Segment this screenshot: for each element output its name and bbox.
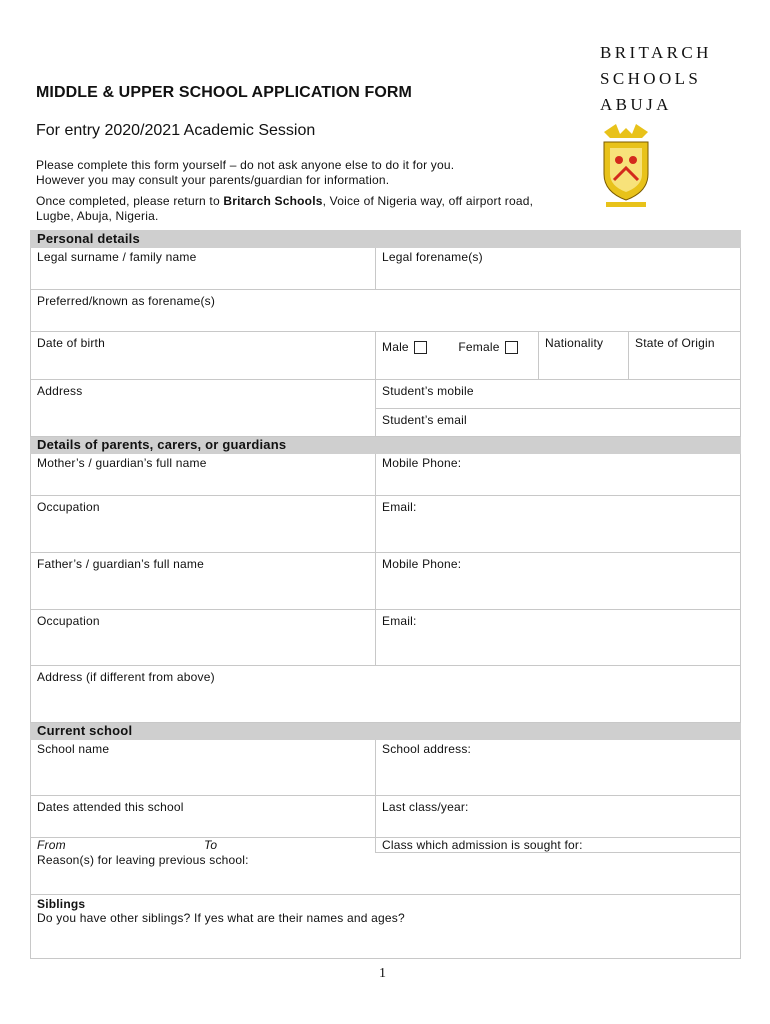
field-father-occupation[interactable] xyxy=(31,610,376,666)
field-student-email[interactable] xyxy=(376,409,741,437)
male-checkbox[interactable] xyxy=(414,341,427,354)
school-line-3: ABUJA xyxy=(600,95,672,114)
school-crest-icon xyxy=(600,122,652,210)
field-mother-name[interactable] xyxy=(31,454,376,496)
label-preferred-name: Preferred/known as forename(s) xyxy=(37,294,216,308)
field-parent-address[interactable] xyxy=(31,666,741,723)
label-mother-email: Email: xyxy=(382,500,417,514)
siblings-question: Do you have other siblings? If yes what are their names and ages? xyxy=(37,911,405,925)
school-line-1: BRITARCH xyxy=(600,43,712,62)
label-father-name: Father’s / guardian’s full name xyxy=(37,557,204,571)
label-dob: Date of birth xyxy=(37,336,105,350)
field-father-email[interactable] xyxy=(376,610,741,666)
label-student-mobile: Student’s mobile xyxy=(382,384,474,398)
application-form xyxy=(30,230,740,959)
field-student-mobile[interactable] xyxy=(376,380,741,409)
field-school-name[interactable] xyxy=(31,740,376,796)
field-father-mobile[interactable] xyxy=(376,553,741,610)
female-checkbox[interactable] xyxy=(505,341,518,354)
field-forenames[interactable] xyxy=(376,248,741,290)
label-mother-name: Mother’s / guardian’s full name xyxy=(37,456,207,470)
field-mother-occupation[interactable] xyxy=(31,496,376,553)
label-dates-attended: Dates attended this school xyxy=(37,800,184,814)
field-gender xyxy=(376,332,539,380)
label-leaving-reasons: Reason(s) for leaving previous school: xyxy=(37,853,249,867)
label-father-occupation: Occupation xyxy=(37,614,100,628)
label-male: Male xyxy=(382,340,409,354)
label-address: Address xyxy=(37,384,83,398)
section-current-school: Current school xyxy=(31,723,741,740)
school-line-2: SCHOOLS xyxy=(600,69,702,88)
label-to: To xyxy=(204,838,218,852)
return-school: Britarch Schools xyxy=(223,194,323,208)
field-dates-attended[interactable] xyxy=(31,796,376,838)
label-female: Female xyxy=(458,340,500,354)
return-suffix: , Voice of Nigeria way, off airport road, xyxy=(322,194,534,208)
field-father-name[interactable] xyxy=(31,553,376,610)
field-address[interactable] xyxy=(31,380,376,437)
label-admission-class: Class which admission is sought for: xyxy=(382,838,583,852)
school-wordmark xyxy=(600,40,712,118)
field-state-of-origin[interactable] xyxy=(629,332,741,380)
label-state-of-origin: State of Origin xyxy=(635,336,715,350)
return-instructions xyxy=(36,194,533,224)
field-nationality[interactable] xyxy=(539,332,629,380)
page-number: 1 xyxy=(379,966,386,981)
field-surname[interactable] xyxy=(31,248,376,290)
label-parent-address: Address (if different from above) xyxy=(37,670,215,684)
field-mother-mobile[interactable] xyxy=(376,454,741,496)
label-forenames: Legal forename(s) xyxy=(382,250,483,264)
return-line-2: Lugbe, Abuja, Nigeria. xyxy=(36,209,159,223)
label-school-name: School name xyxy=(37,742,110,756)
label-mother-mobile: Mobile Phone: xyxy=(382,456,462,470)
section-parents: Details of parents, carers, or guardians xyxy=(31,437,741,454)
label-surname: Legal surname / family name xyxy=(37,250,197,264)
field-leaving-reasons[interactable] xyxy=(31,853,741,895)
field-school-address[interactable] xyxy=(376,740,741,796)
field-last-class[interactable] xyxy=(376,796,741,838)
intro-text xyxy=(36,158,454,188)
field-from-to[interactable] xyxy=(31,838,376,853)
return-prefix: Once completed, please return to xyxy=(36,194,224,208)
label-from: From xyxy=(37,838,66,852)
label-student-email: Student’s email xyxy=(382,413,467,427)
label-last-class: Last class/year: xyxy=(382,800,469,814)
field-mother-email[interactable] xyxy=(376,496,741,553)
field-siblings[interactable] xyxy=(31,895,741,959)
label-father-email: Email: xyxy=(382,614,417,628)
label-school-address: School address: xyxy=(382,742,472,756)
label-nationality: Nationality xyxy=(545,336,604,350)
field-admission-class[interactable] xyxy=(376,838,741,853)
form-subtitle: For entry 2020/2021 Academic Session xyxy=(36,122,316,139)
label-mother-occupation: Occupation xyxy=(37,500,100,514)
section-personal-details: Personal details xyxy=(31,231,741,248)
intro-line-2: However you may consult your parents/guardian for information. xyxy=(36,173,390,187)
field-preferred-name[interactable] xyxy=(31,290,741,332)
field-date-of-birth[interactable] xyxy=(31,332,376,380)
intro-line-1: Please complete this form yourself – do not ask anyone else to do it for you. xyxy=(36,158,455,172)
siblings-heading: Siblings xyxy=(37,897,86,911)
form-title: MIDDLE & UPPER SCHOOL APPLICATION FORM xyxy=(36,84,412,101)
label-father-mobile: Mobile Phone: xyxy=(382,557,462,571)
